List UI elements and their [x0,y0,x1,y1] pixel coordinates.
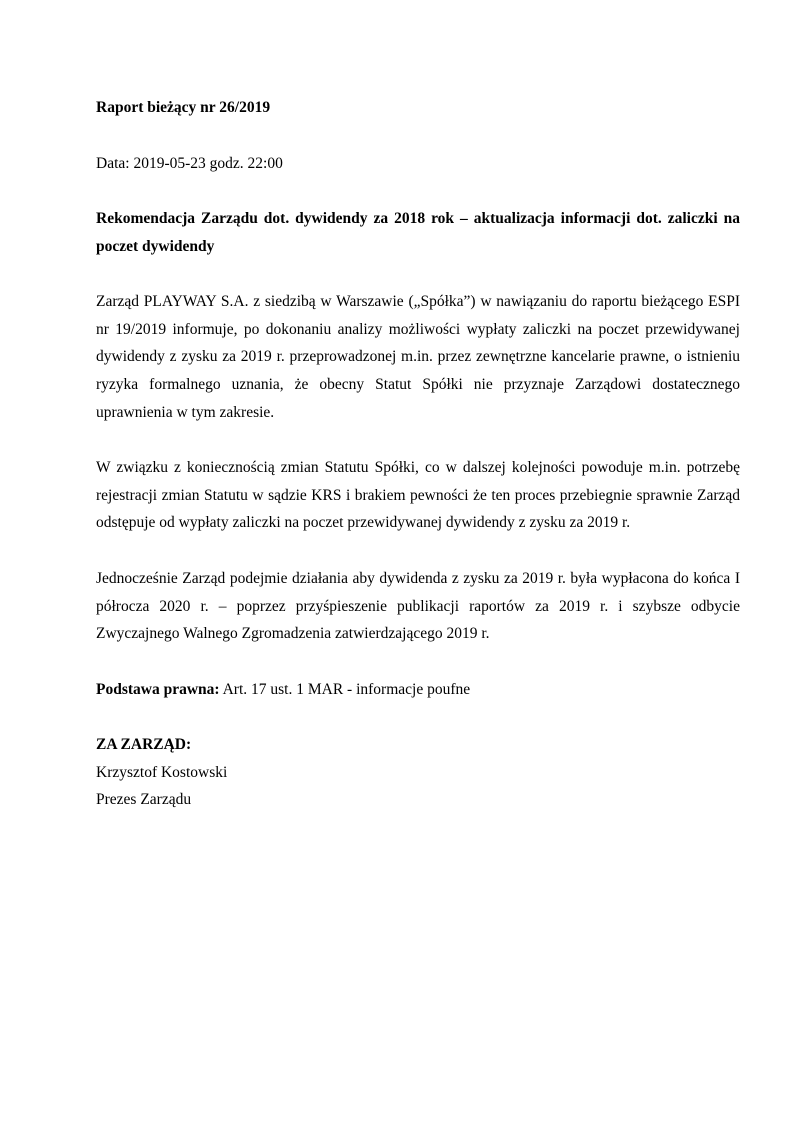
report-paragraph-2: W związku z koniecznością zmian Statutu Spółki, co w dalszej kolejności powoduje m.in. potrzebę rejestracji zmian Statutu w sądzie KRS i brakiem pewności że ten proces przebiegnie sprawnie Zarząd odstępuje od wypłaty zaliczki na poczet przewidywanej dywidendy z zysku za 2019 r. [96,459,740,532]
legal-basis-label: Podstawa prawna: [96,680,220,698]
signature-title: Prezes Zarządu [96,791,192,809]
report-paragraph-1: Zarząd PLAYWAY S.A. z siedzibą w Warszawie („Spółka”) w nawiązaniu do raportu bieżącego ESPI nr 19/2019 informuje, po dokonaniu analizy możliwości wypłaty zaliczki na poczet przewidywanej dywidendy z zysku za 2019 r. przeprowadzonej m.in. przez zewnętrzne kancelarie prawne, o istnieniu ryzyka formalnego uznania, że obecny Statut Spółki nie przyznaje Zarządowi dostatecznego uprawnienia w tym zakresie. [96,293,740,421]
report-paragraph-3: Jednocześnie Zarząd podejmie działania aby dywidenda z zysku za 2019 r. była wypłacona do końca I półrocza 2020 r. – poprzez przyśpieszenie publikacji raportów za 2019 r. i szybsze odbycie Zwyczajnego Walnego Zgromadzenia zatwierdzającego 2019 r. [96,569,740,643]
report-date: Data: 2019-05-23 godz. 22:00 [96,154,283,172]
legal-basis [96,676,740,704]
signature-block [96,731,740,814]
legal-basis-text: Art. 17 ust. 1 MAR - informacje poufne [222,680,471,698]
report-number: Raport bieżący nr 26/2019 [96,99,271,116]
signature-name: Krzysztof Kostowski [96,763,228,781]
report-title: Rekomendacja Zarządu dot. dywidendy za 2018 rok – aktualizacja informacji dot. zaliczki na poczet dywidendy [96,210,740,255]
signature-heading: ZA ZARZĄD: [96,736,192,754]
